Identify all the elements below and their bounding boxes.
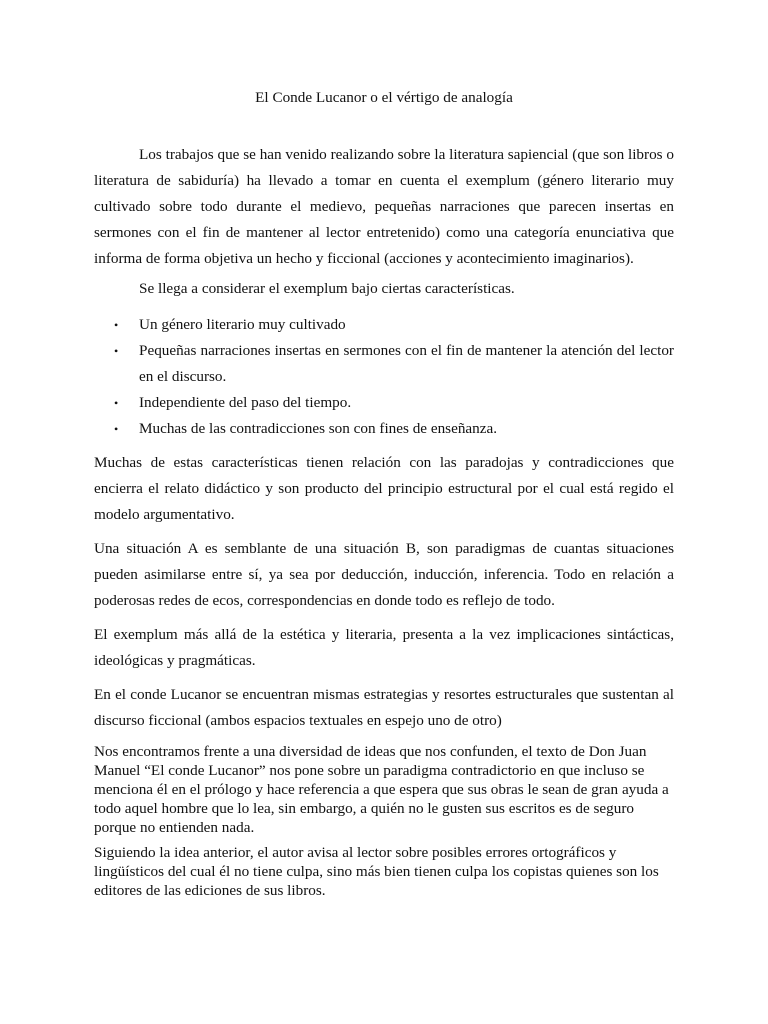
bullet-icon: • — [114, 396, 119, 410]
paragraph-characteristics-lead: Se llega a considerar el exemplum bajo ciertas características. — [139, 280, 515, 297]
paragraph-errors: Siguiendo la idea anterior, el autor avisa al lector sobre posibles errores ortográficos y lingüísticos del cual él no tiene culpa, sino más bien tienen culpa los copistas quienes son los editores de las ediciones de sus libros. — [94, 844, 659, 899]
characteristics-list — [94, 312, 674, 442]
bullet-icon: • — [114, 344, 119, 358]
list-item — [94, 416, 674, 442]
paragraph-diversity: Nos encontramos frente a una diversidad de ideas que nos confunden, el texto de Don Juan Manuel “El conde Lucanor” nos pone sobre un paradigma contradictorio en que incluso se menciona él en el prólogo y hace referencia a que espera que sus obras le sean de gran ayuda a todo aquel hombre que lo lea, sin embargo, a quién no le gusten sus escritos es de seguro porque no entienden nada. — [94, 743, 669, 836]
list-item-text: Independiente del paso del tiempo. — [139, 394, 352, 411]
list-item-text: Muchas de las contradicciones son con fines de enseñanza. — [139, 420, 498, 437]
list-item — [94, 338, 674, 390]
bullet-icon: • — [114, 422, 119, 436]
list-item — [94, 312, 674, 338]
paragraph-strategies: En el conde Lucanor se encuentran mismas estrategias y resortes estructurales que sustentan al discurso ficcional (ambos espacios textuales en espejo uno de otro) — [94, 686, 674, 729]
list-item-text: Un género literario muy cultivado — [139, 316, 346, 333]
bullet-icon: • — [114, 318, 119, 332]
paragraph-situations: Una situación A es semblante de una situación B, son paradigmas de cuantas situaciones pueden asimilarse entre sí, ya sea por deducción, inducción, inferencia. Todo en relación a poderosas redes de ecos, correspondencias en donde todo es reflejo de todo. — [94, 540, 674, 609]
list-item-text: Pequeñas narraciones insertas en sermones con el fin de mantener la atención del lector en el discurso. — [139, 342, 674, 385]
document-title: El Conde Lucanor o el vértigo de analogía — [255, 89, 513, 106]
paragraph-implications: El exemplum más allá de la estética y literaria, presenta a la vez implicaciones sintácticas, ideológicas y pragmáticas. — [94, 626, 674, 669]
paragraph-contradictions: Muchas de estas características tienen relación con las paradojas y contradicciones que encierra el relato didáctico y son producto del principio estructural por el cual está regido el modelo argumentativo. — [94, 454, 674, 523]
paragraph-intro: Los trabajos que se han venido realizando sobre la literatura sapiencial (que son libros o literatura de sabiduría) ha llevado a tomar en cuenta el exemplum (género literario muy cultivado sobre todo durante el medievo, pequeñas narraciones que parecen insertas en sermones con el fin de mantener al lector entretenido) como una categoría enunciativa que informa de forma objetiva un hecho y ficcional (acciones y acontecimiento imaginarios). — [94, 146, 674, 267]
list-item — [94, 390, 674, 416]
